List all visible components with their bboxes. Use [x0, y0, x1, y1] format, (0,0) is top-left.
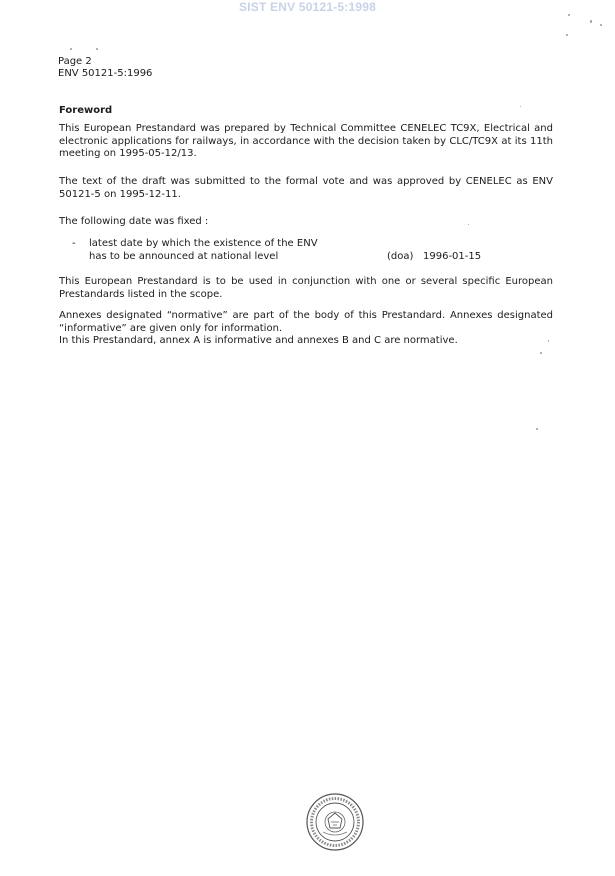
foreword-heading: Foreword [59, 105, 113, 116]
page-header [58, 56, 152, 80]
bullet-dash: - [72, 238, 76, 249]
paragraph-usage: This European Prestandard is to be used in conjunction with one or several specific European Prestandards listed in the scope. [59, 276, 553, 300]
date-item-description [89, 238, 389, 263]
official-seal [305, 792, 365, 856]
date-abbreviation: (doa) [387, 250, 414, 262]
annexes-definition: Annexes designated “normative” are part of the body of this Prestandard. Annexes designated “informative” are given only for information. [59, 310, 553, 334]
seal-icon [305, 792, 365, 852]
watermark: SIST ENV 50121-5:1998 [239, 0, 376, 14]
date-item-line1: latest date by which the existence of the ENV [89, 238, 318, 249]
date-item-line2: has to be announced at national level [89, 250, 279, 262]
paragraph-approval: The text of the draft was submitted to the formal vote and was approved by CENELEC as ENV 50121-5 on 1995-12-11. [59, 176, 553, 200]
paragraph-date-fixed: The following date was fixed : [59, 216, 209, 227]
paragraph-preparation: This European Prestandard was prepared by Technical Committee CENELEC TC9X, Electrical and electronic applications for railways, in accordance with the decision taken by CLC/TC9X at its 11th meeting on 1995-05-12/13. [59, 123, 553, 159]
page-number: Page 2 [58, 56, 92, 67]
date-value: 1996-01-15 [423, 250, 482, 262]
paragraph-annexes [59, 310, 553, 348]
annexes-status: In this Prestandard, annex A is informative and annexes B and C are normative. [59, 335, 458, 346]
standard-number: ENV 50121-5:1996 [58, 68, 153, 79]
